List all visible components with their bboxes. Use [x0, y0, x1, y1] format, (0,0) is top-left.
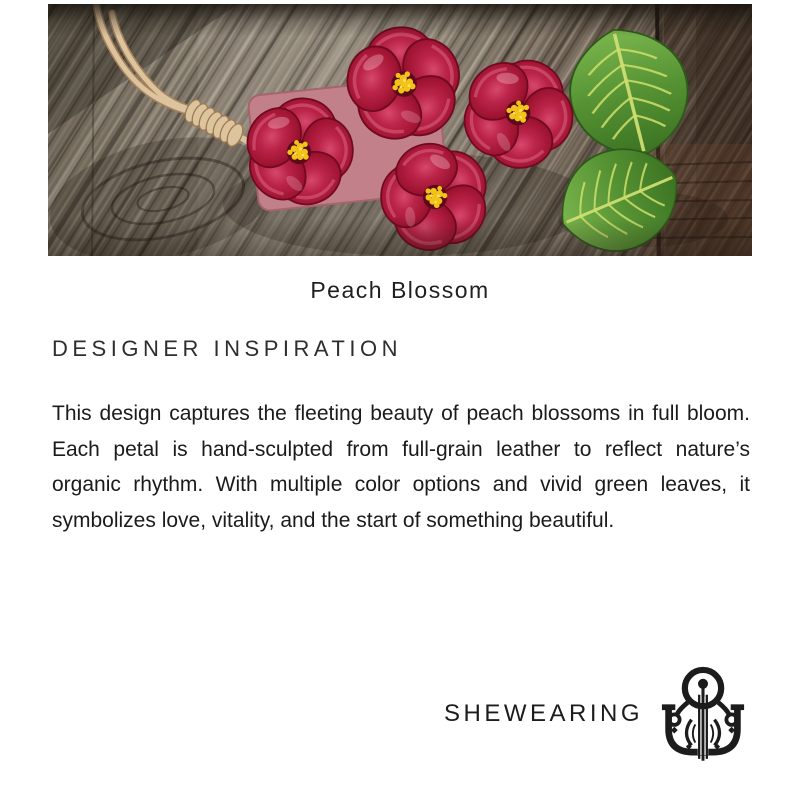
description-paragraph: This design captures the fleeting beauty of peach blossoms in full bloom. Each petal is hand-sculpted from full-grain leather to reflect nature’s organic rhythm. With multiple color options and vivid green leaves, it symbolizes love, vitality, and the start of something beautiful.: [52, 402, 750, 532]
page-title: Peach Blossom: [310, 277, 490, 303]
brand-name: SHEWEARING: [443, 700, 643, 727]
footer: [444, 658, 746, 766]
shewearing-emblem-icon: [660, 661, 746, 763]
leather-peach-blossom-flowers-photo: [48, 4, 752, 256]
section-heading: DESIGNER INSPIRATION: [52, 336, 402, 361]
product-photo: [48, 4, 752, 256]
